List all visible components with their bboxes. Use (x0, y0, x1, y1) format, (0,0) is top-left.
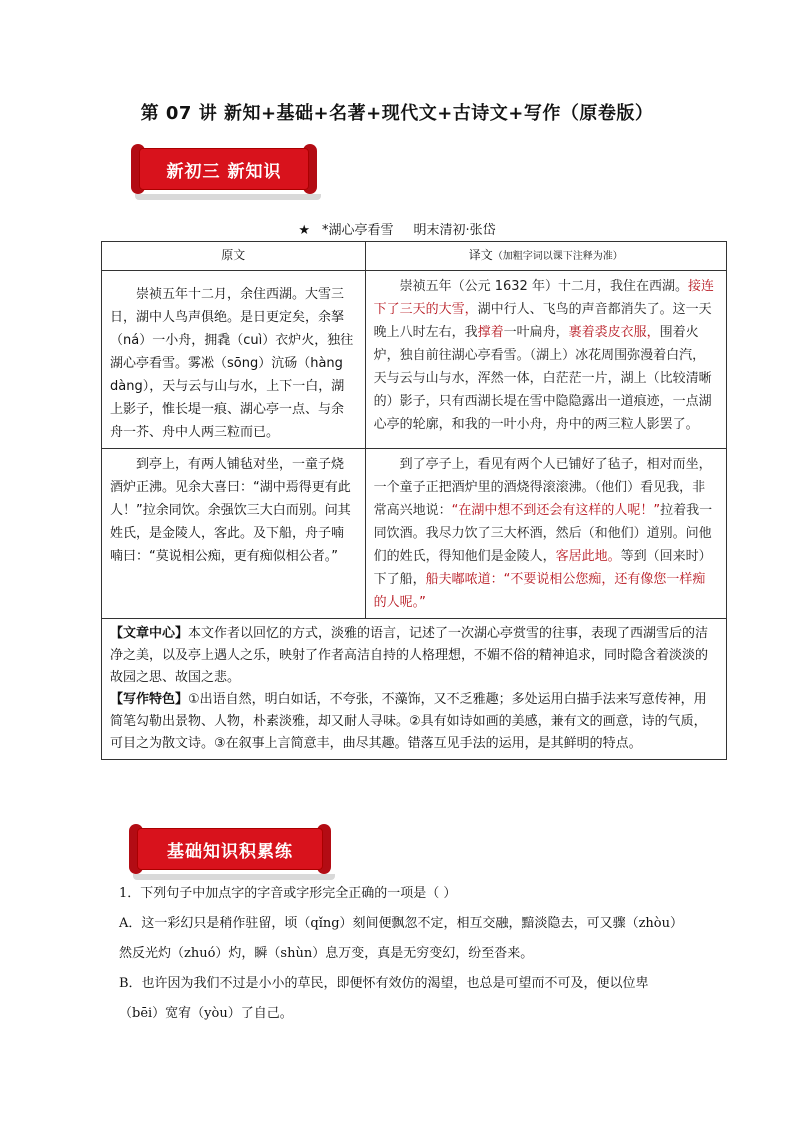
option-a-line1: A．这一彩幻只是稍作驻留，顷（qǐng）刻间便飘忽不定，相互交融，黯淡隐去，可又骤（zhòu） (119, 916, 683, 931)
header-translation-note: （加粗字词以课下注释为准） (492, 251, 623, 262)
translation-text: 湖中行人、飞鸟的声音都消失了。这一天晚上八时左右，我 (373, 302, 712, 340)
poem-table (101, 241, 727, 760)
page-title: 第 07 讲 新知+基础+名著+现代文+古诗文+写作（原卷版） (140, 103, 654, 124)
summary-cell (102, 619, 727, 760)
poem-title: *湖心亭看雪 (322, 223, 394, 238)
translation-text: 等到（回来时）下了船， (373, 549, 712, 587)
translation-highlight: 船夫嘟哝道：“不要说相公您痴，还有像您一样痴的人呢。” (373, 572, 706, 610)
summary-row (102, 619, 727, 760)
section-banner-new-knowledge (131, 144, 317, 194)
row1-translation (365, 271, 726, 449)
row2-translation (365, 449, 726, 619)
translation-highlight: “在湖中想不到还会有这样的人呢！” (451, 503, 661, 518)
translation-text: 到了亭子上，看见有两个人已铺好了毡子，相对而坐，一个童子正把酒炉里的酒烧得滚滚沸。（他们）看见我，非常高兴地说： (373, 457, 712, 518)
translation-highlight: 客居此地。 (555, 549, 621, 564)
table-row (102, 449, 727, 619)
summary-center: 【文章中心】本文作者以回忆的方式，淡雅的语言，记述了一次湖心亭赏雪的往事，表现了西湖雪后的洁净之美，以及亭上遇人之乐，映射了作者高洁自持的人格理想，不媚不俗的精神追求，同时隐含着淡淡的故园之思、故国之悲。 (110, 626, 709, 685)
section-banner-basics (129, 824, 331, 874)
row1-original: 崇祯五年十二月，余住西湖。大雪三日，湖中人鸟声俱绝。是日更定矣，余拏（ná）一小舟，拥毳（cuì）衣炉火，独往湖心亭看雪。雾凇（sōng）沆砀（hàng dàng），天与云与山与水，上下一白，湖上影子，惟长堤一痕、湖心亭一点、与余舟一芥、舟中人两三粒而已。 (102, 271, 366, 449)
translation-highlight: 接连下了三天的大雪， (373, 279, 714, 317)
question-1 (119, 880, 719, 1030)
star-icon: ★ (298, 223, 310, 238)
translation-highlight: 裹着裘皮衣服， (568, 325, 660, 340)
table-header-row (102, 242, 727, 271)
question-stem: 1．下列句子中加点字的字音或字形完全正确的一项是（ ） (119, 886, 457, 901)
header-translation: 译文（加粗字词以课下注释为准） (365, 242, 726, 271)
row2-original: 到亭上，有两人铺毡对坐，一童子烧酒炉正沸。见余大喜曰：“湖中焉得更有此人！”拉余同饮。余强饮三大白而别。问其姓氏，是金陵人，客此。及下船，舟子喃喃曰：“莫说相公痴，更有痴似相公者。” (102, 449, 366, 619)
table-row (102, 271, 727, 449)
header-original: 原文 (102, 242, 366, 271)
option-b-line1: B．也许因为我们不过是小小的草民，即便怀有效仿的渴望，也总是可望而不可及，便以位卑 (119, 976, 649, 991)
poem-heading (0, 219, 794, 238)
poem-author: 明末清初·张岱 (413, 223, 496, 238)
option-b-line2: （bēi）宽宥（yòu）了自己。 (119, 1006, 293, 1021)
translation-highlight: 撑着 (477, 325, 504, 340)
translation-text: 围着火炉，独自前往湖心亭看雪。（湖上）冰花周围弥漫着白汽，天与云与山与水，浑然一体，白茫茫一片，湖上（比较清晰的）影子，只有西湖长堤在雪中隐隐露出一道痕迹，一点湖心亭的轮廓，和我的一叶小舟，舟中的两三粒人影罢了。 (373, 325, 712, 432)
summary-writing: 【写作特色】①出语自然，明白如话，不夸张，不藻饰，又不乏雅趣；多处运用白描手法来写意传神，用简笔勾勒出景物、人物，朴素淡雅，却又耐人寻味。②具有如诗如画的美感，兼有文的画意，诗的气质，可目之为散文诗。③在叙事上言简意丰，曲尽其趣。错落互见手法的运用，是其鲜明的特点。 (110, 692, 707, 751)
translation-text: 拉着我一同饮酒。我尽力饮了三大杯酒，然后（和他们）道别。问他们的姓氏，得知他们是金陵人， (373, 503, 713, 564)
banner-label: 基础知识积累练 (167, 841, 293, 862)
option-a-line2: 然反光灼（zhuó）灼，瞬（shùn）息万变，真是无穷变幻，纷至沓来。 (119, 946, 534, 961)
translation-text: 崇祯五年（公元 1632 年）十二月，我住在西湖。 (399, 279, 688, 294)
translation-text: 一叶扁舟， (503, 325, 569, 340)
banner-label: 新初三 新知识 (166, 161, 282, 182)
